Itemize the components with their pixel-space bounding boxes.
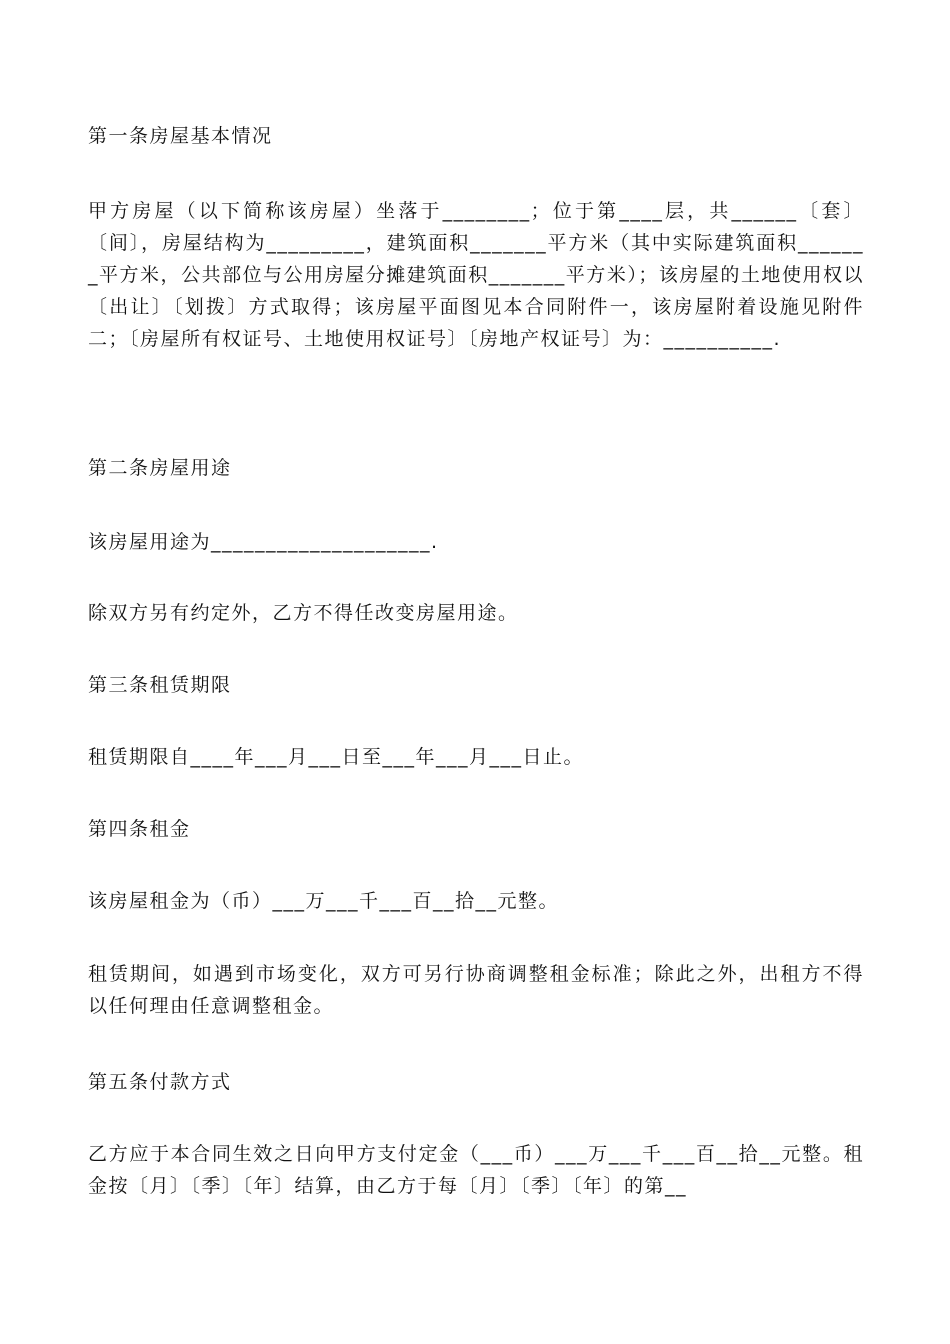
- article-2-heading: 第二条房屋用途: [88, 457, 232, 479]
- article-5-heading: 第五条付款方式: [88, 1071, 232, 1093]
- article-2-body-usage: 该房屋用途为____________________.: [88, 531, 439, 553]
- article-4-heading: 第四条租金: [88, 818, 191, 840]
- article-4-body-adjustment: 租赁期间，如遇到市场变化，双方可另行协商调整租金标准；除此之外，出租方不得以任何理由任意调整租金。: [88, 963, 864, 1017]
- article-1-heading: 第一条房屋基本情况: [88, 125, 273, 147]
- article-3-body: 租赁期限自____年___月___日至___年___月___日止。: [88, 746, 585, 768]
- article-5-body: 乙方应于本合同生效之日向甲方支付定金（___币）___万___千___百__拾__元整。租金按〔月〕〔季〕〔年〕结算，由乙方于每〔月〕〔季〕〔年〕的第__: [88, 1143, 864, 1197]
- article-4-body-amount: 该房屋租金为（币）___万___千___百__拾__元整。: [88, 890, 560, 912]
- article-2-body-restriction: 除双方另有约定外，乙方不得任改变房屋用途。: [88, 602, 519, 624]
- article-3-heading: 第三条租赁期限: [88, 674, 232, 696]
- article-1-body: 甲方房屋（以下简称该房屋）坐落于________；位于第____层，共______〔套〕〔间〕，房屋结构为_________，建筑面积_______平方米（其中实际建筑面积_______平方米，公共部位与公用房屋分摊建筑面积_______平方米）；该房屋的土地使用权以〔出让〕〔划拨〕方式取得；该房屋平面图见本合同附件一，该房屋附着设施见附件二；〔房屋所有权证号、土地使用权证号〕〔房地产权证号〕为：__________.: [88, 200, 864, 350]
